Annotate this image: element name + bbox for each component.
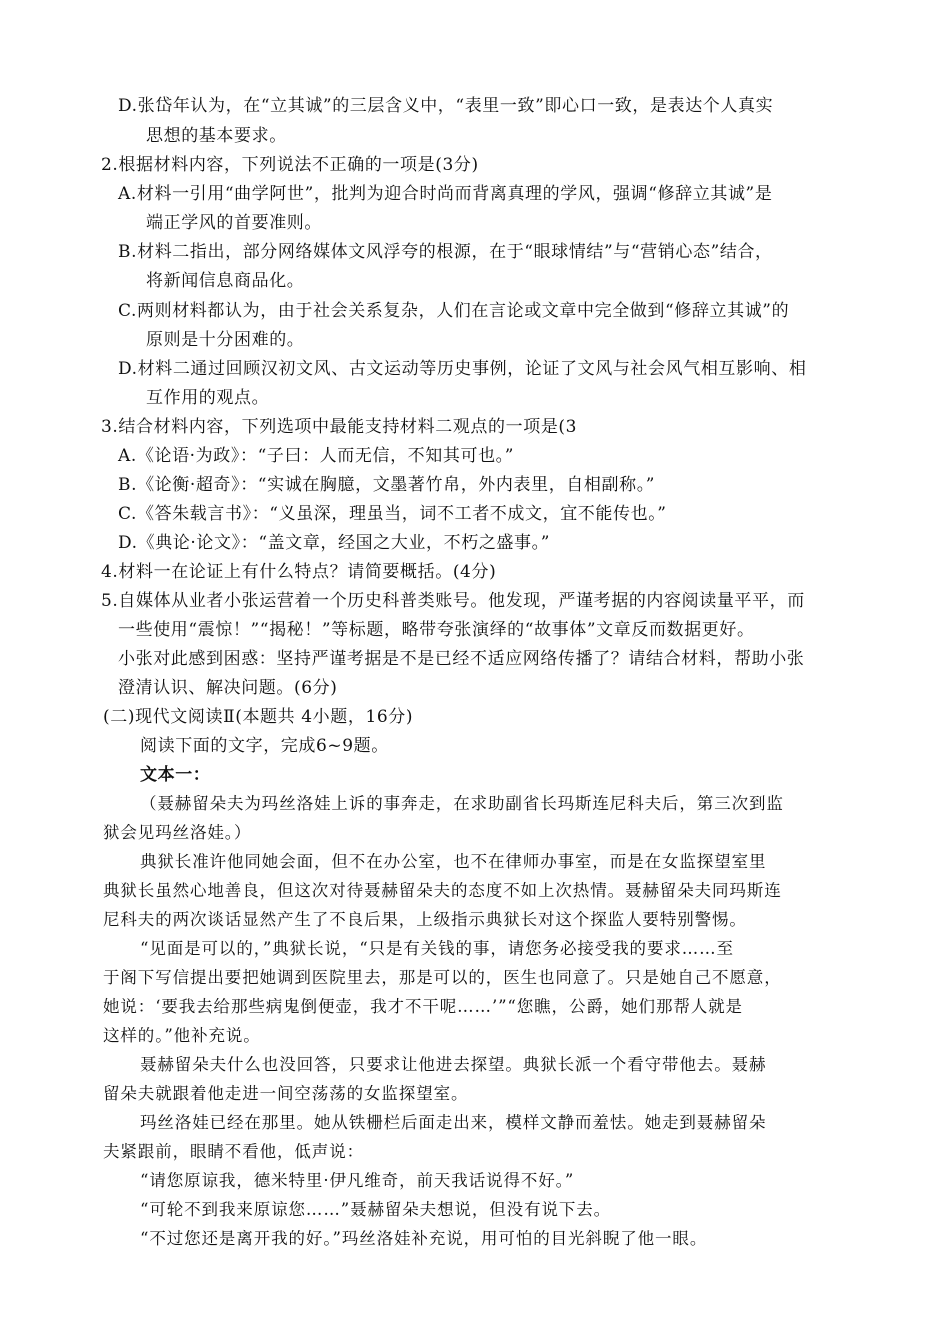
reading-instruction: 阅读下面的文字，完成6~9题。 <box>140 736 389 756</box>
q2-option-c-line1: C.两则材料都认为，由于社会关系复杂，人们在言论或文章中完全做到“修辞立其诚”的 <box>118 301 790 321</box>
q2-option-b-line1: B.材料二指出，部分网络媒体文风浮夸的根源，在于“眼球情结”与“营销心态”结合， <box>118 242 773 262</box>
question-3-stem: 3.结合材料内容，下列选项中最能支持材料二观点的一项是(3 <box>101 417 578 437</box>
story-para3-line1: 聂赫留朵夫什么也没回答，只要求让他进去探望。典狱长派一个看守带他去。聂赫 <box>140 1055 767 1074</box>
story-para1-line2: 典狱长虽然心地善良，但这次对待聂赫留朵夫的态度不如上次热情。聂赫留朵夫同玛斯连 <box>103 881 782 900</box>
q3-option-d: D.《典论·论文》：“盖文章，经国之大业，不朽之盛事。” <box>118 533 551 553</box>
q1-option-d-line2: 思想的基本要求。 <box>146 126 287 146</box>
q2-option-d-line2: 互作用的观点。 <box>146 388 270 408</box>
story-intro-line2: 狱会见玛丝洛娃。） <box>103 823 252 842</box>
q2-option-b-line2: 将新闻信息商品化。 <box>146 271 305 291</box>
text-one-label: 文本一： <box>140 765 211 785</box>
story-dialogue-2: “可轮不到我来原谅您……”聂赫留朵夫想说，但没有说下去。 <box>140 1200 612 1219</box>
story-dialogue-3: “不过您还是离开我的好。”玛丝洛娃补充说，用可怕的目光斜睨了他一眼。 <box>140 1229 708 1248</box>
story-para1-line3: 尼科夫的两次谈话显然产生了不良后果，上级指示典狱长对这个探监人要特别警惕。 <box>103 910 747 929</box>
question-5-line3: 小张对此感到困惑：坚持严谨考据是不是已经不适应网络传播了？请结合材料，帮助小张 <box>118 649 805 669</box>
q2-option-d-line1: D.材料二通过回顾汉初文风、古文运动等历史事例，论证了文风与社会风气相互影响、相 <box>118 359 807 379</box>
question-5-line2: 一些使用“震惊！”“揭秘！”等标题，略带夸张演绎的“故事体”文章反而数据更好。 <box>118 620 755 640</box>
question-5-line4: 澄清认识、解决问题。(6分) <box>118 678 338 698</box>
q3-option-a: A.《论语·为政》：“子曰：人而无信，不知其可也。” <box>118 446 515 466</box>
q2-option-a-line1: A.材料一引用“曲学阿世”，批判为迎合时尚而背离真理的学风，强调“修辞立其诚”是 <box>118 184 773 204</box>
story-para2-line3: 她说：‘要我去给那些病鬼倒便壶，我才不干呢……’”“您瞧，公爵，她们那帮人就是 <box>103 997 743 1016</box>
story-para2-line4: 这样的。”他补充说。 <box>103 1026 261 1045</box>
story-dialogue-1: “请您原谅我，德米特里·伊凡维奇，前天我话说得不好。” <box>140 1171 575 1190</box>
story-para2-line1: “见面是可以的，”典狱长说，“只是有关钱的事，请您务必接受我的要求……至 <box>140 939 734 958</box>
question-2-stem: 2.根据材料内容，下列说法不正确的一项是(3分) <box>101 155 479 175</box>
section-2-heading: (二)现代文阅读Ⅱ(本题共 4小题，16分) <box>103 707 414 727</box>
story-para4-line2: 夫紧跟前，眼睛不看他，低声说： <box>103 1142 364 1161</box>
q2-option-c-line2: 原则是十分困难的。 <box>146 330 305 350</box>
q3-option-c: C.《答朱载言书》：“义虽深，理虽当，词不工者不成文，宜不能传也。” <box>118 504 667 524</box>
story-para4-line1: 玛丝洛娃已经在那里。她从铁栅栏后面走出来，模样文静而羞怯。她走到聂赫留朵 <box>140 1113 767 1132</box>
question-4: 4.材料一在论证上有什么特点？请简要概括。(4分) <box>101 562 497 582</box>
q3-option-b: B.《论衡·超奇》：“实诚在胸臆，文墨著竹帛，外内表里，自相副称。” <box>118 475 656 495</box>
question-5-line1: 5.自媒体从业者小张运营着一个历史科普类账号。他发现，严谨考据的内容阅读量平平，而 <box>101 591 805 611</box>
story-para2-line2: 于阁下写信提出要把她调到医院里去，那是可以的，医生也同意了。只是她自己不愿意， <box>103 968 782 987</box>
q1-option-d-line1: D.张岱年认为，在“立其诚”的三层含义中，“表里一致”即心口一致，是表达个人真实 <box>118 96 774 116</box>
story-intro-line1: （聂赫留朵夫为玛丝洛娃上诉的事奔走，在求助副省长玛斯连尼科夫后，第三次到监 <box>140 794 784 813</box>
story-para3-line2: 留朵夫就跟着他走进一间空荡荡的女监探望室。 <box>103 1084 469 1103</box>
q2-option-a-line2: 端正学风的首要准则。 <box>146 213 322 233</box>
story-para1-line1: 典狱长准许他同她会面，但不在办公室，也不在律师办事室，而是在女监探望室里 <box>140 852 767 871</box>
